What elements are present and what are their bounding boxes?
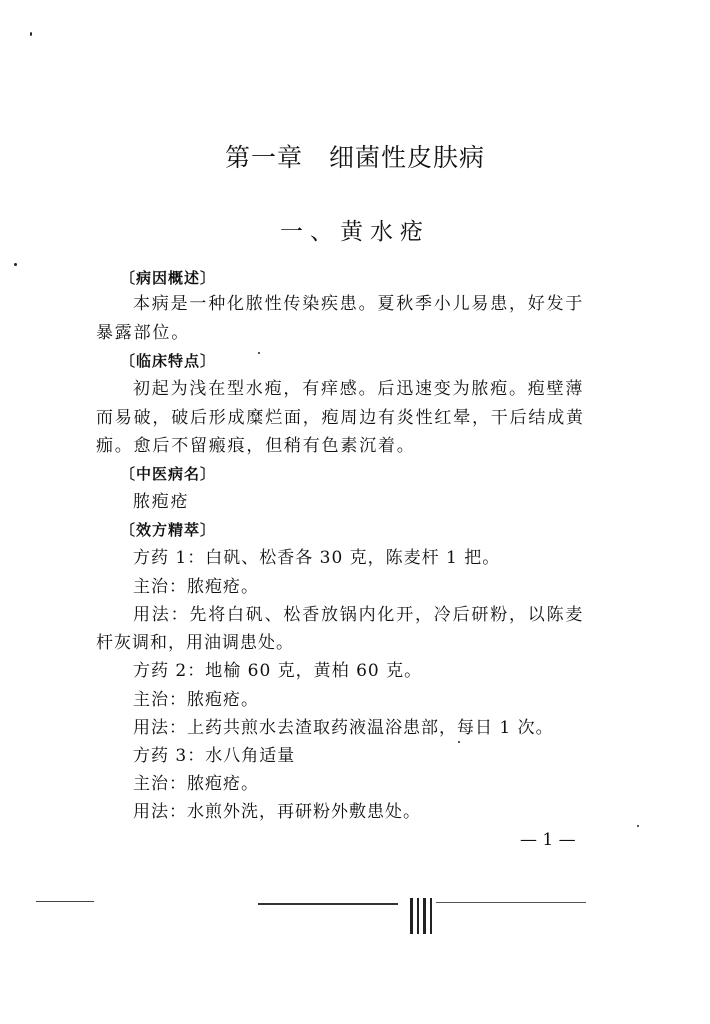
paragraph-line: 而易破，破后形成糜烂面，疱周边有炎性红晕，干后结成黄 bbox=[96, 408, 585, 428]
page-number: — 1 — bbox=[520, 830, 576, 850]
heading-clinical-features: 〔临床特点〕 bbox=[120, 352, 217, 370]
paragraph-line: 初起为浅在型水疱，有痒感。后迅速变为脓疱。疱壁薄 bbox=[133, 379, 585, 399]
paragraph-line: 脓疱疮 bbox=[133, 492, 190, 512]
usage-line: 用法：水煎外洗，再研粉外敷患处。 bbox=[133, 802, 421, 822]
indication-line: 主治：脓疱疮。 bbox=[133, 690, 259, 710]
paragraph-line: 痂。愈后不留瘢痕，但稍有色素沉着。 bbox=[96, 436, 416, 456]
indication-line: 主治：脓疱疮。 bbox=[133, 774, 259, 794]
scan-rule-middle bbox=[258, 903, 398, 905]
scan-rule-left bbox=[36, 901, 94, 902]
usage-line: 用法：先将白矾、松香放锅内化开，冷后研粉，以陈麦 bbox=[133, 605, 585, 625]
scan-rule-right bbox=[436, 902, 586, 903]
heading-etiology: 〔病因概述〕 bbox=[120, 269, 217, 287]
heading-tcm-name: 〔中医病名〕 bbox=[120, 465, 217, 483]
scan-speck bbox=[30, 32, 32, 36]
chapter-title: 第一章 细菌性皮肤病 bbox=[224, 143, 485, 172]
scan-speck bbox=[637, 825, 639, 827]
scan-speck bbox=[14, 263, 17, 266]
usage-line: 用法：上药共煎水去渣取药液温浴患部，每日 1 次。 bbox=[133, 718, 554, 738]
scan-speck bbox=[458, 741, 460, 743]
paragraph-line: 暴露部位。 bbox=[96, 323, 190, 343]
formula-line: 方药 2：地榆 60 克，黄柏 60 克。 bbox=[133, 661, 423, 681]
formula-line: 方药 3：水八角适量 bbox=[133, 746, 296, 766]
paragraph-line: 本病是一种化脓性传染疾患。夏秋季小儿易患，好发于 bbox=[133, 294, 585, 314]
formula-line: 方药 1：白矾、松香各 30 克，陈麦杆 1 把。 bbox=[133, 548, 501, 568]
indication-line: 主治：脓疱疮。 bbox=[133, 577, 259, 597]
section-title: 一、黄水疮 bbox=[280, 219, 430, 245]
heading-effective-formulas: 〔效方精萃〕 bbox=[120, 521, 217, 539]
scan-speck bbox=[258, 352, 260, 354]
usage-line: 杆灰调和，用油调患处。 bbox=[96, 633, 294, 653]
binding-marks bbox=[408, 898, 438, 934]
